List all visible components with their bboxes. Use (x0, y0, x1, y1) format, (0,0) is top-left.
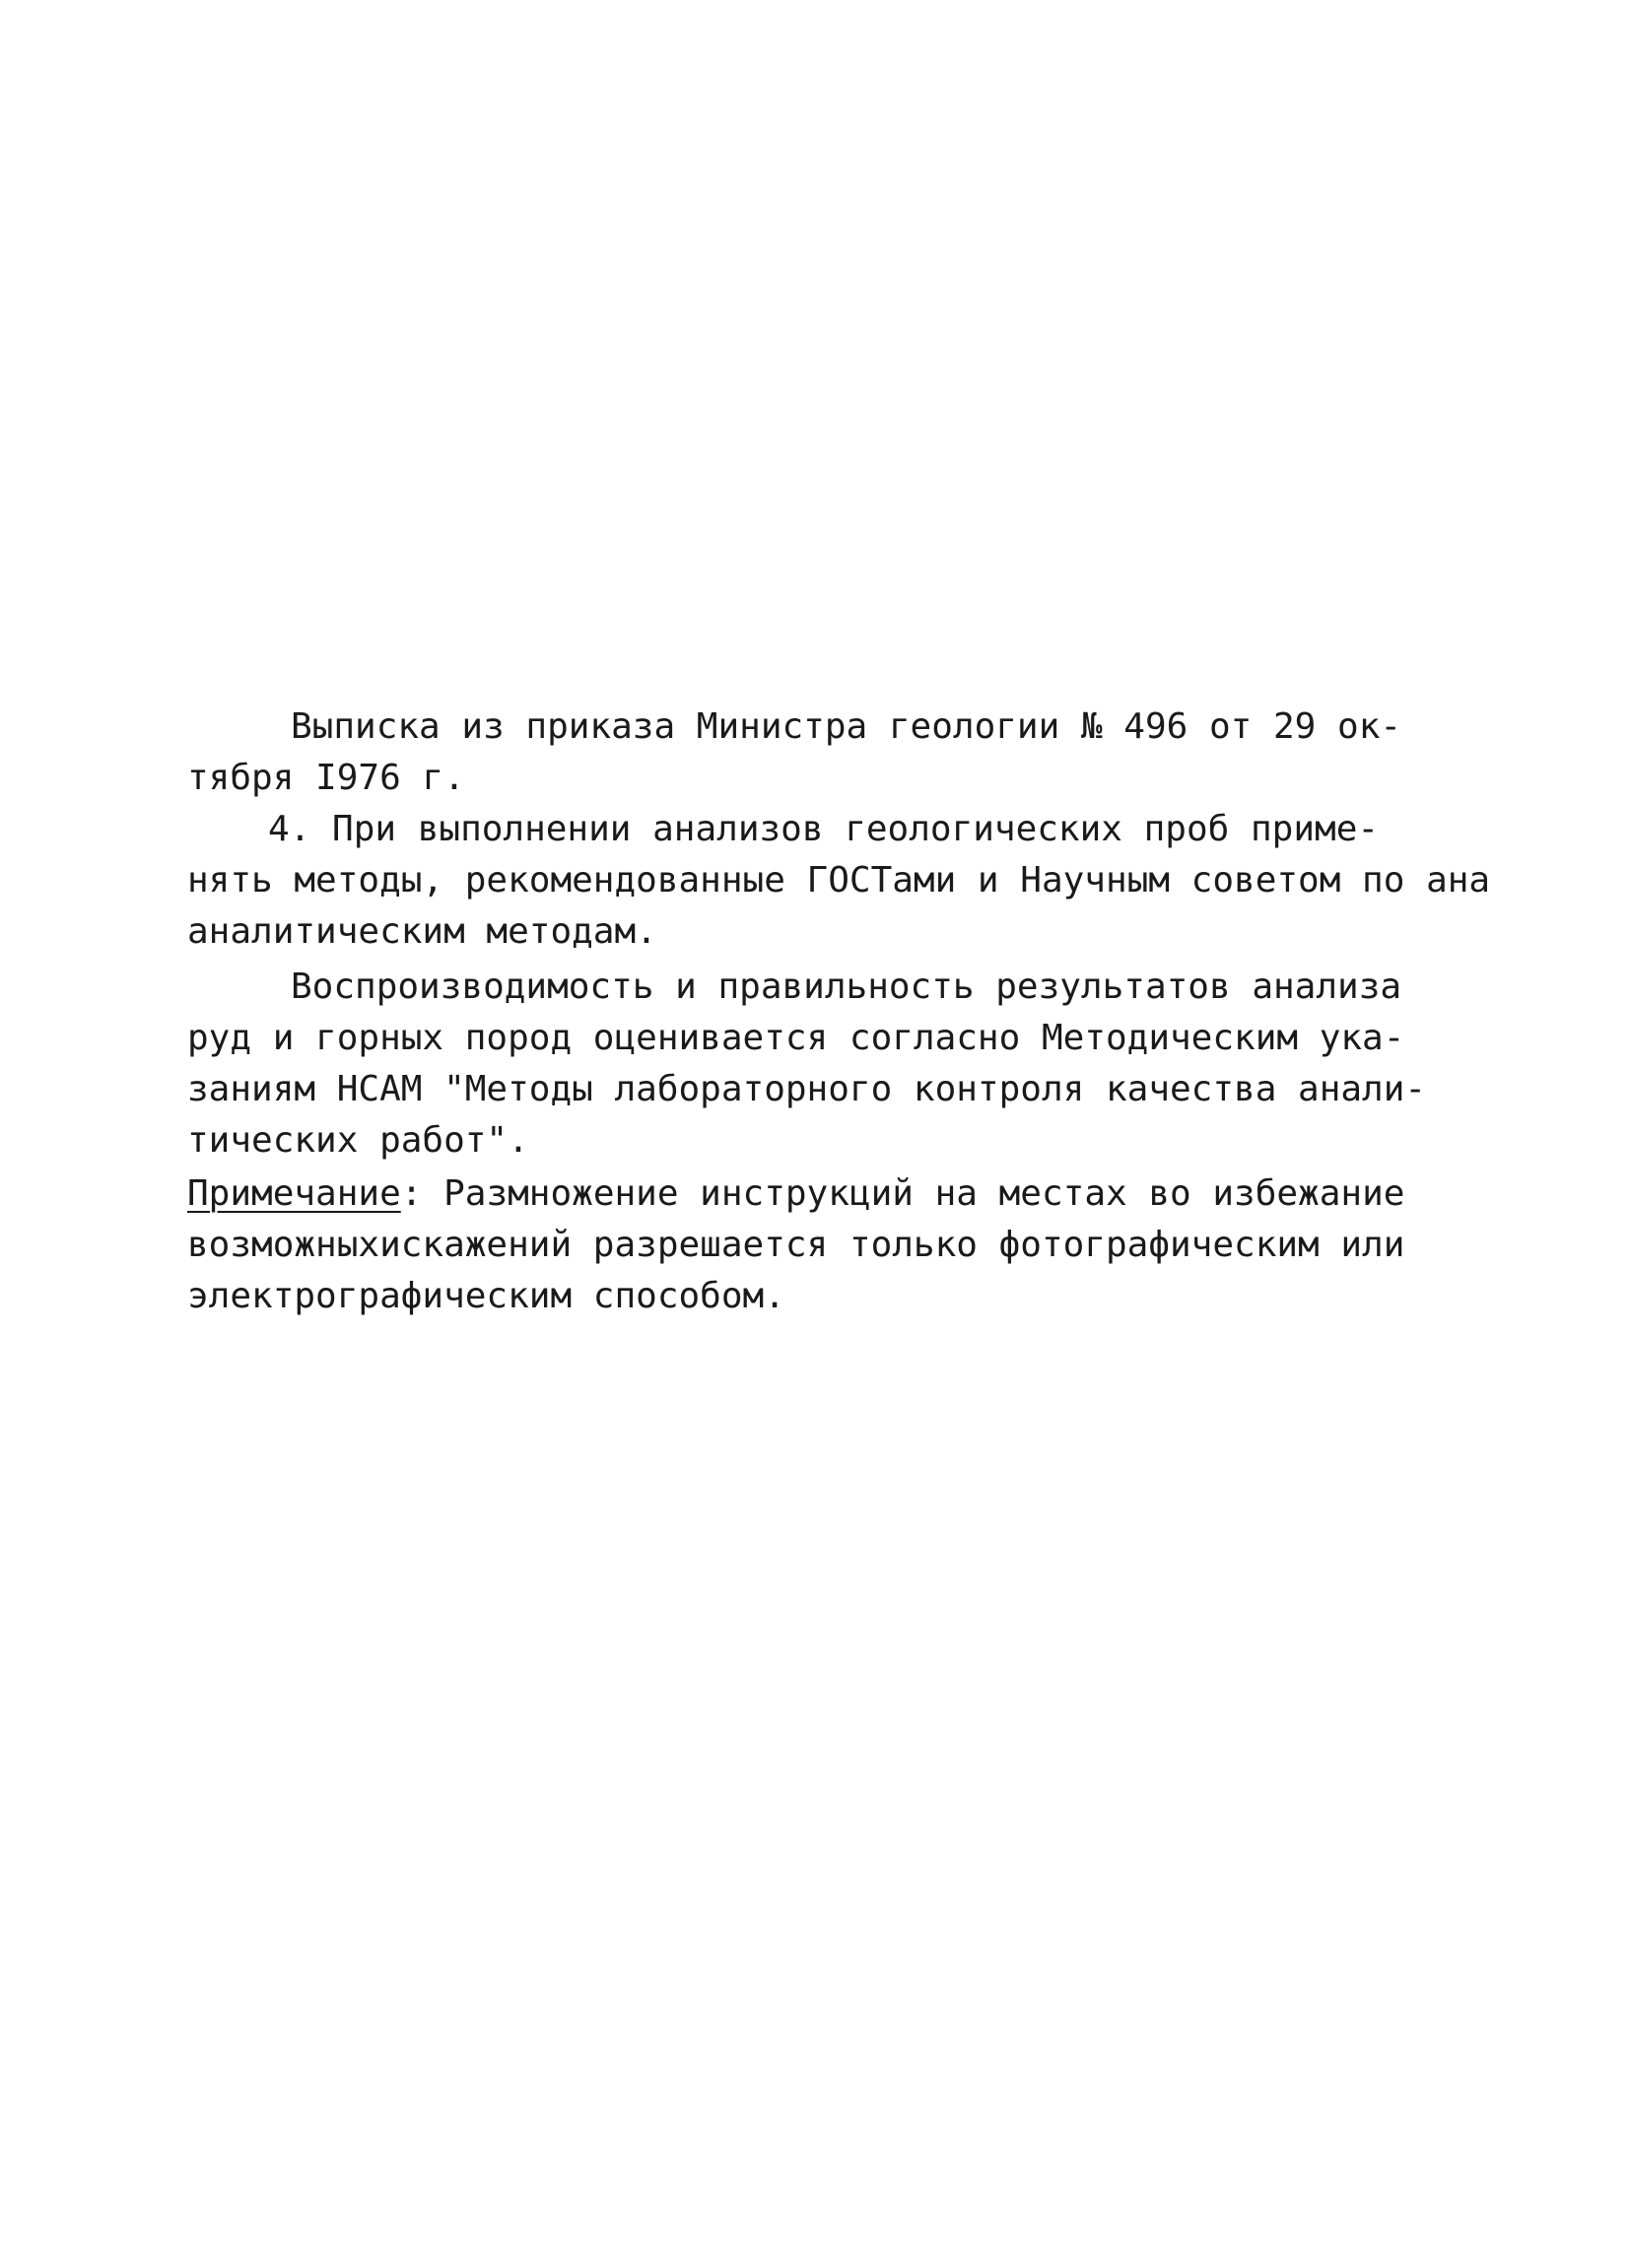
text-line-2: тября I976 г. (187, 758, 465, 798)
note-line-3: электрографическим способом. (187, 1276, 785, 1316)
text-line-9: тических работ". (187, 1120, 529, 1161)
text-line-3: 4. При выполнении анализов геологических проб приме- (268, 809, 1380, 849)
text-line-7: руд и горных пород оценивается согласно Методическим ука- (187, 1018, 1405, 1058)
text-line-5: аналитическим методам. (187, 911, 657, 952)
text-line-6: Воспроизводимость и правильность результатов анализа (291, 967, 1402, 1007)
note-line-1 (187, 1168, 1404, 1220)
note-line-2: возможныхискажений разрешается только фотографическим или (187, 1225, 1405, 1265)
note-line-1-text: : Размножение инструкций на местах во избежание (400, 1173, 1405, 1214)
text-line-8: заниям НСАМ "Методы лабораторного контроля качества анали- (187, 1069, 1427, 1109)
text-line-1: Выписка из приказа Министра геологии № 496 от 29 ок- (291, 706, 1402, 747)
note-label: Примечание (187, 1173, 401, 1214)
text-line-4: нять методы, рекомендованные ГОСТами и Научным советом по ана (187, 860, 1491, 901)
